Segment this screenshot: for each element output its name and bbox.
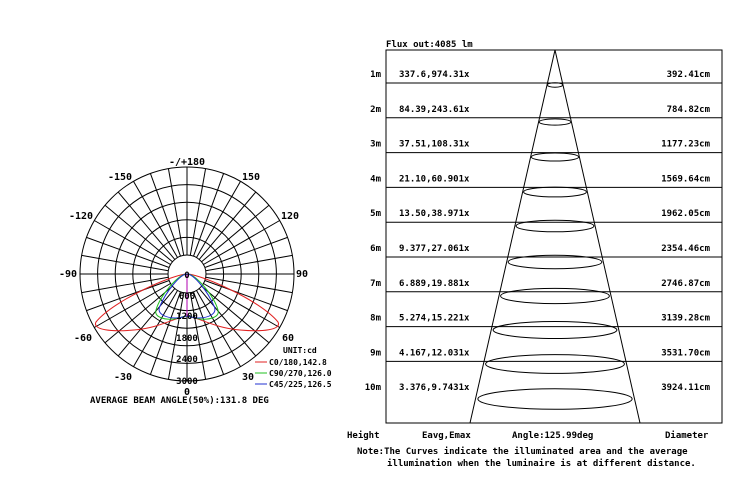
- row-height: 9m: [370, 348, 381, 359]
- polar-intensity-diagram: [59, 157, 332, 406]
- row-diameter: 1177.23cm: [661, 139, 710, 150]
- angle-label-60: 60: [281, 333, 295, 344]
- row-eavg-emax: 9.377,27.061x: [399, 244, 470, 254]
- radial-label-1800: 1800: [176, 334, 198, 344]
- polar-spoke: [193, 173, 223, 256]
- legend-label-c45: C45/225,126.5: [269, 380, 332, 389]
- illuminated-area-ellipse: [493, 322, 617, 339]
- illuminated-area-ellipse: [486, 355, 625, 374]
- row-eavg-emax: 3.376,9.7431x: [399, 383, 470, 394]
- polar-spoke: [205, 237, 288, 267]
- angle-label-150: 150: [241, 172, 261, 183]
- row-height: 4m: [370, 174, 381, 185]
- cone-left-edge: [470, 50, 555, 423]
- row-height: 6m: [370, 244, 381, 254]
- illuminance-cone-diagram: [347, 40, 722, 469]
- row-diameter: 3531.70cm: [661, 348, 710, 359]
- radial-label-600: 600: [178, 292, 196, 302]
- polar-spoke: [150, 173, 180, 256]
- polar-spoke: [86, 237, 169, 267]
- angle-label-180: -/+180: [168, 157, 206, 168]
- row-eavg-emax: 37.51,108.31x: [399, 139, 470, 150]
- angle-label-120: 120: [280, 211, 300, 222]
- flux-text: Flux out:4085 lm: [386, 40, 473, 50]
- row-diameter: 784.82cm: [666, 104, 710, 115]
- radial-label-1200: 1200: [176, 312, 198, 322]
- radial-label-3000: 3000: [176, 377, 198, 387]
- note-line-1: Note:The Curves indicate the illuminated area and the average: [357, 447, 688, 457]
- row-diameter: 2746.87cm: [661, 278, 710, 289]
- row-height: 3m: [370, 139, 381, 150]
- footer-angle: Angle:125.99deg: [512, 431, 594, 441]
- cone-shape: [470, 50, 640, 423]
- polar-spoke: [190, 169, 205, 256]
- row-height: 10m: [364, 383, 381, 394]
- beam-angle-text: AVERAGE BEAM ANGLE(50%):131.8 DEG: [90, 396, 269, 406]
- angle-label-neg60: -60: [73, 333, 93, 344]
- row-eavg-emax: 13.50,38.971x: [399, 209, 470, 220]
- row-eavg-emax: 5.274,15.221x: [399, 313, 470, 324]
- polar-spoke: [199, 192, 256, 259]
- angle-label-neg30: -30: [113, 372, 133, 383]
- polar-spoke: [206, 255, 293, 270]
- row-eavg-emax: 6.889,19.881x: [399, 278, 470, 289]
- unit-label: UNIT:cd: [283, 346, 317, 355]
- polar-spoke: [205, 280, 288, 310]
- row-diameter: 1962.05cm: [661, 209, 710, 220]
- row-height: 2m: [370, 104, 381, 115]
- illuminated-area-ellipse: [531, 153, 578, 161]
- radial-label-2400: 2400: [176, 355, 198, 365]
- cone-right-edge: [555, 50, 640, 423]
- angle-label-neg90: -90: [58, 269, 78, 280]
- angle-label-30: 30: [241, 372, 255, 383]
- polar-spoke: [206, 277, 293, 292]
- legend-label-c90: C90/270,126.0: [269, 369, 332, 378]
- row-height: 5m: [370, 209, 381, 220]
- polar-spoke: [168, 169, 183, 256]
- footer-diameter: Diameter: [665, 431, 709, 441]
- row-height: 8m: [370, 313, 381, 324]
- angle-label-90: 90: [295, 269, 309, 280]
- row-height: 7m: [370, 278, 381, 289]
- note-line-2: illumination when the luminaire is at different distance.: [387, 459, 696, 469]
- footer-height: Height: [347, 431, 380, 441]
- row-height: 1m: [370, 70, 381, 80]
- illuminated-area-ellipse: [524, 187, 587, 197]
- polar-spoke: [118, 192, 175, 259]
- angle-label-0: 0: [183, 387, 191, 398]
- illuminated-area-ellipse: [478, 389, 632, 410]
- polar-spoke: [202, 205, 269, 262]
- angle-label-neg150: -150: [107, 172, 133, 183]
- row-eavg-emax: 84.39,243.61x: [399, 104, 470, 115]
- polar-spoke: [193, 292, 223, 375]
- polar-spoke: [105, 205, 172, 262]
- legend-label-c0: C0/180,142.8: [269, 358, 327, 367]
- row-eavg-emax: 4.167,12.031x: [399, 348, 470, 359]
- illuminated-area-ellipse: [501, 288, 610, 303]
- polar-spoke: [86, 280, 169, 310]
- polar-spoke: [82, 255, 169, 270]
- row-diameter: 2354.46cm: [661, 244, 710, 254]
- polar-spoke: [82, 277, 169, 292]
- row-diameter: 3924.11cm: [661, 383, 710, 394]
- illuminated-area-ellipse: [539, 119, 571, 125]
- footer-eavg: Eavg,Emax: [422, 431, 471, 441]
- row-diameter: 1569.64cm: [661, 174, 710, 185]
- row-eavg-emax: 337.6,974.31x: [399, 70, 470, 80]
- radial-label-0: 0: [184, 271, 190, 281]
- row-diameter: 392.41cm: [666, 70, 710, 80]
- angle-label-neg120: -120: [68, 211, 94, 222]
- row-diameter: 3139.28cm: [661, 313, 710, 324]
- row-eavg-emax: 21.10,60.901x: [399, 174, 470, 185]
